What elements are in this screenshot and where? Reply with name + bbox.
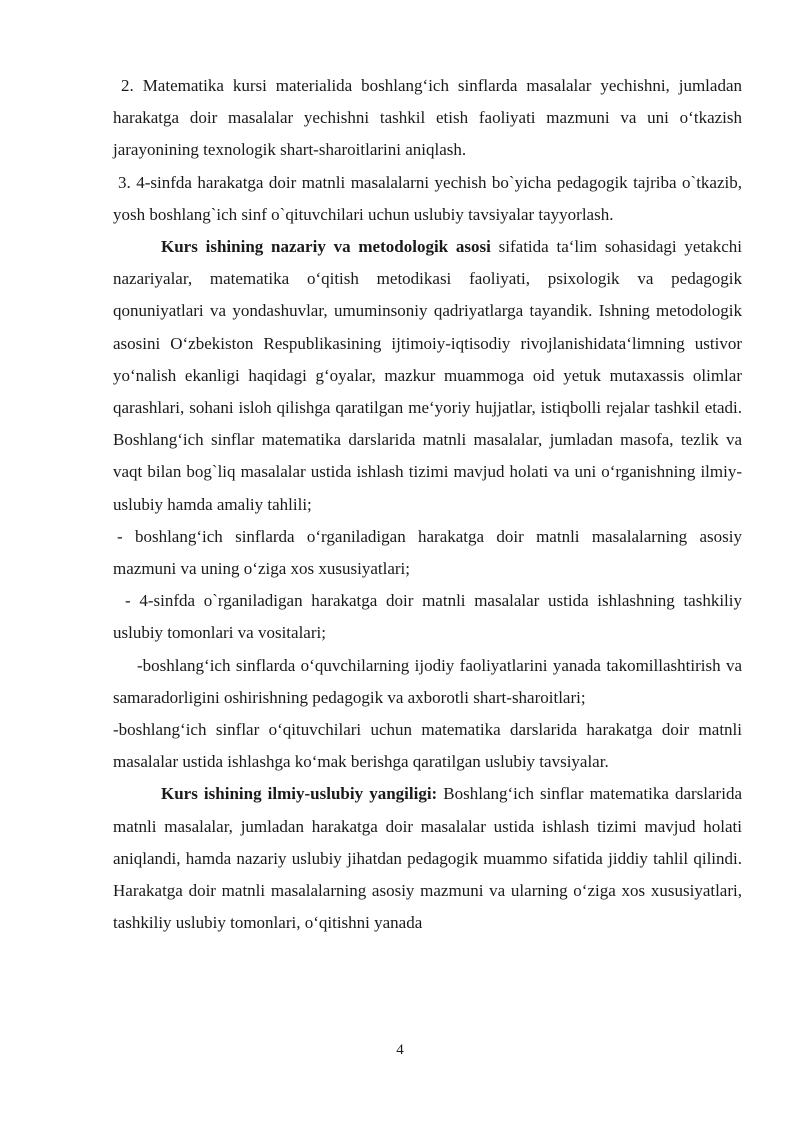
methodology-text: sifatida ta‘lim sohasidagi yetakchi nazariyalar, matematika o‘qitish metodikasi faoliyati, psixologik va pedagogik qonuniyatlari va yondashuvlar, umuminsoniy qadriyatlarga tayandik. Ishning metodologik asosini O‘zbekiston Respublikasining ijtimoiy-iqtisodiy rivojlanishidata‘limning ustivor yo‘nalish ekanligi haqidagi g‘oyalar, mazkur muammoga oid yetuk mutaxassis olimlar qarashlari, sohani isloh qilishga qaratilgan me‘yoriy hujjatlar, istiqbolli rejalar tashkil etadi. Boshlang‘ich sinflar matematika darslarida matnli masalalar, jumladan masofa, tezlik va vaqt bilan bog`liq masalalar ustida ishlash tizimi mavjud holati va uni o‘rganishning ilmiy-uslubiy hamda amaliy tahlili;: [113, 237, 742, 514]
document-page: [113, 70, 742, 939]
list-item-recommendations: -boshlang‘ich sinflar o‘qituvchilari uchun matematika darslarida harakatga doir matnli masalalar ustida ishlashga ko‘mak berishga qaratilgan uslubiy tavsiyalar.: [113, 720, 742, 772]
list-item-conditions: -boshlang‘ich sinflarda o‘quvchilarning ijodiy faoliyatlarini yanada takomillashtirish va samaradorligini oshirishning pedagogik va axborotli shart-sharoitlari;: [113, 655, 742, 707]
paragraph-objective-2: 2. Matematika kursi materialida boshlang‘ich sinflarda masalalar yechishni, jumladan harakatga doir masalalar yechishni tashkil etish faoliyati mazmuni va uni o‘tkazish jarayonining texnologik shart-sharoitlarini aniqlash.: [113, 76, 742, 160]
methodology-heading: Kurs ishining nazariy va metodologik asosi: [161, 237, 491, 257]
list-item-organization: - 4-sinfda o`rganiladigan harakatga doir matnli masalalar ustida ishlashning tashkiliy uslubiy tomonlari va vositalari;: [113, 591, 742, 643]
paragraph-methodology: [113, 231, 742, 521]
page-number: 4: [396, 1042, 404, 1058]
list-item-content: - boshlang‘ich sinflarda o‘rganiladigan harakatga doir matnli masalalarning asosiy mazmuni va uning o‘ziga xos xususiyatlari;: [113, 526, 742, 579]
paragraph-novelty: [113, 778, 742, 939]
paragraph-objective-3: 3. 4-sinfda harakatga doir matnli masalalarni yechish bo`yicha pedagogik tajriba o`tkazib, yosh boshlang`ich sinf o`qituvchilari uchun uslubiy tavsiyalar tayyorlash.: [113, 172, 742, 224]
novelty-heading: Kurs ishining ilmiy-uslubiy yangiligi:: [161, 784, 438, 804]
novelty-text: Boshlang‘ich sinflar matematika darslarida matnli masalalar, jumladan harakatga doir masalalar ustida ishlash tizimi mavjud holati aniqlandi, hamda nazariy uslubiy jihatdan pedagogik muammo sifatida jiddiy tahlil qilindi. Harakatga doir matnli masalalarning asosiy mazmuni va ularning o‘ziga xos xususiyatlari, tashkiliy uslubiy tomonlari, o‘qitishni yanada: [113, 784, 742, 933]
